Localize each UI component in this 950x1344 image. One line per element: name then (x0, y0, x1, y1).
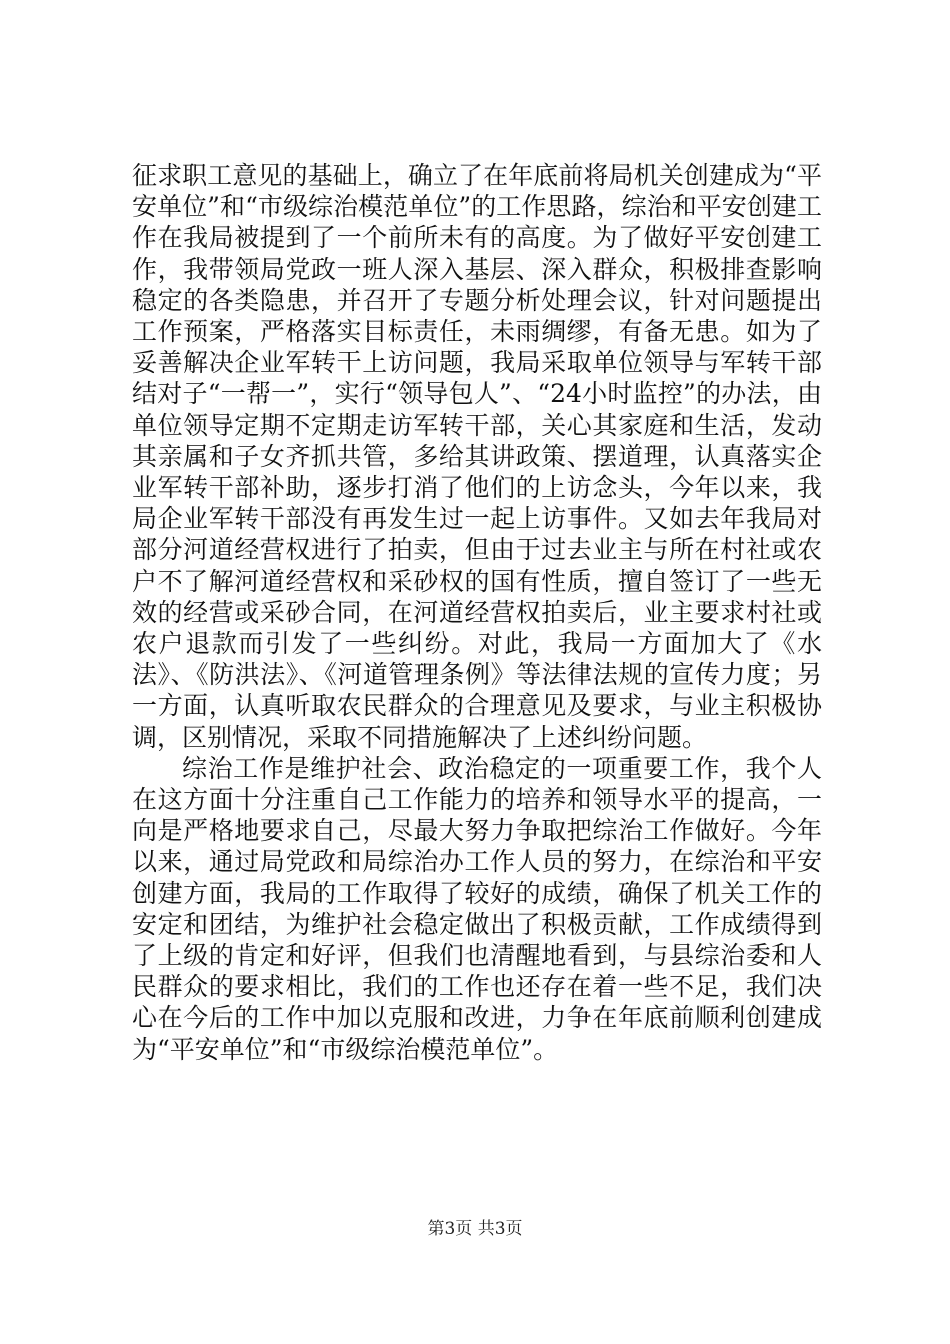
document-body (132, 160, 822, 1065)
paragraph-comprehensive-governance: 综治工作是维护社会、政治稳定的一项重要工作，我个人在这方面十分注重自己工作能力的培养和领导水平的提高，一向是严格地要求自己，尽最大努力争取把综治工作做好。今年以来，通过局党政和局综治办工作人员的努力，在综治和平安创建方面，我局的工作取得了较好的成绩，确保了机关工作的安定和团结，为维护社会稳定做出了积极贡献，工作成绩得到了上级的肯定和好评，但我们也清醒地看到，与县综治委和人民群众的要求相比，我们的工作也还存在着一些不足，我们决心在今后的工作中加以克服和改进，力争在年底前顺利创建成为“平安单位”和“市级综治模范单位”。 (132, 753, 822, 1064)
paragraph-continuation: 征求职工意见的基础上，确立了在年底前将局机关创建成为“平安单位”和“市级综治模范单位”的工作思路，综治和平安创建工作在我局被提到了一个前所未有的高度。为了做好平安创建工作，我带领局党政一班人深入基层、深入群众，积极排查影响稳定的各类隐患，并召开了专题分析处理会议，针对问题提出工作预案，严格落实目标责任，未雨绸缪，有备无患。如为了妥善解决企业军转干上访问题，我局采取单位领导与军转干部结对子“一帮一”，实行“领导包人”、“24小时监控”的办法，由单位领导定期不定期走访军转干部，关心其家庭和生活，发动其亲属和子女齐抓共管，多给其讲政策、摆道理，认真落实企业军转干部补助，逐步打消了他们的上访念头，今年以来，我局企业军转干部没有再发生过一起上访事件。又如去年我局对部分河道经营权进行了拍卖，但由于过去业主与所在村社或农户不了解河道经营权和采砂权的国有性质，擅自签订了一些无效的经营或采砂合同，在河道经营权拍卖后，业主要求村社或农户退款而引发了一些纠纷。对此，我局一方面加大了《水法》、《防洪法》、《河道管理条例》等法律法规的宣传力度；另一方面，认真听取农民群众的合理意见及要求，与业主积极协调，区别情况，采取不同措施解决了上述纠纷问题。 (132, 161, 822, 752)
page-number: 第3页 共3页 (427, 1219, 523, 1239)
page-footer (0, 1218, 950, 1240)
